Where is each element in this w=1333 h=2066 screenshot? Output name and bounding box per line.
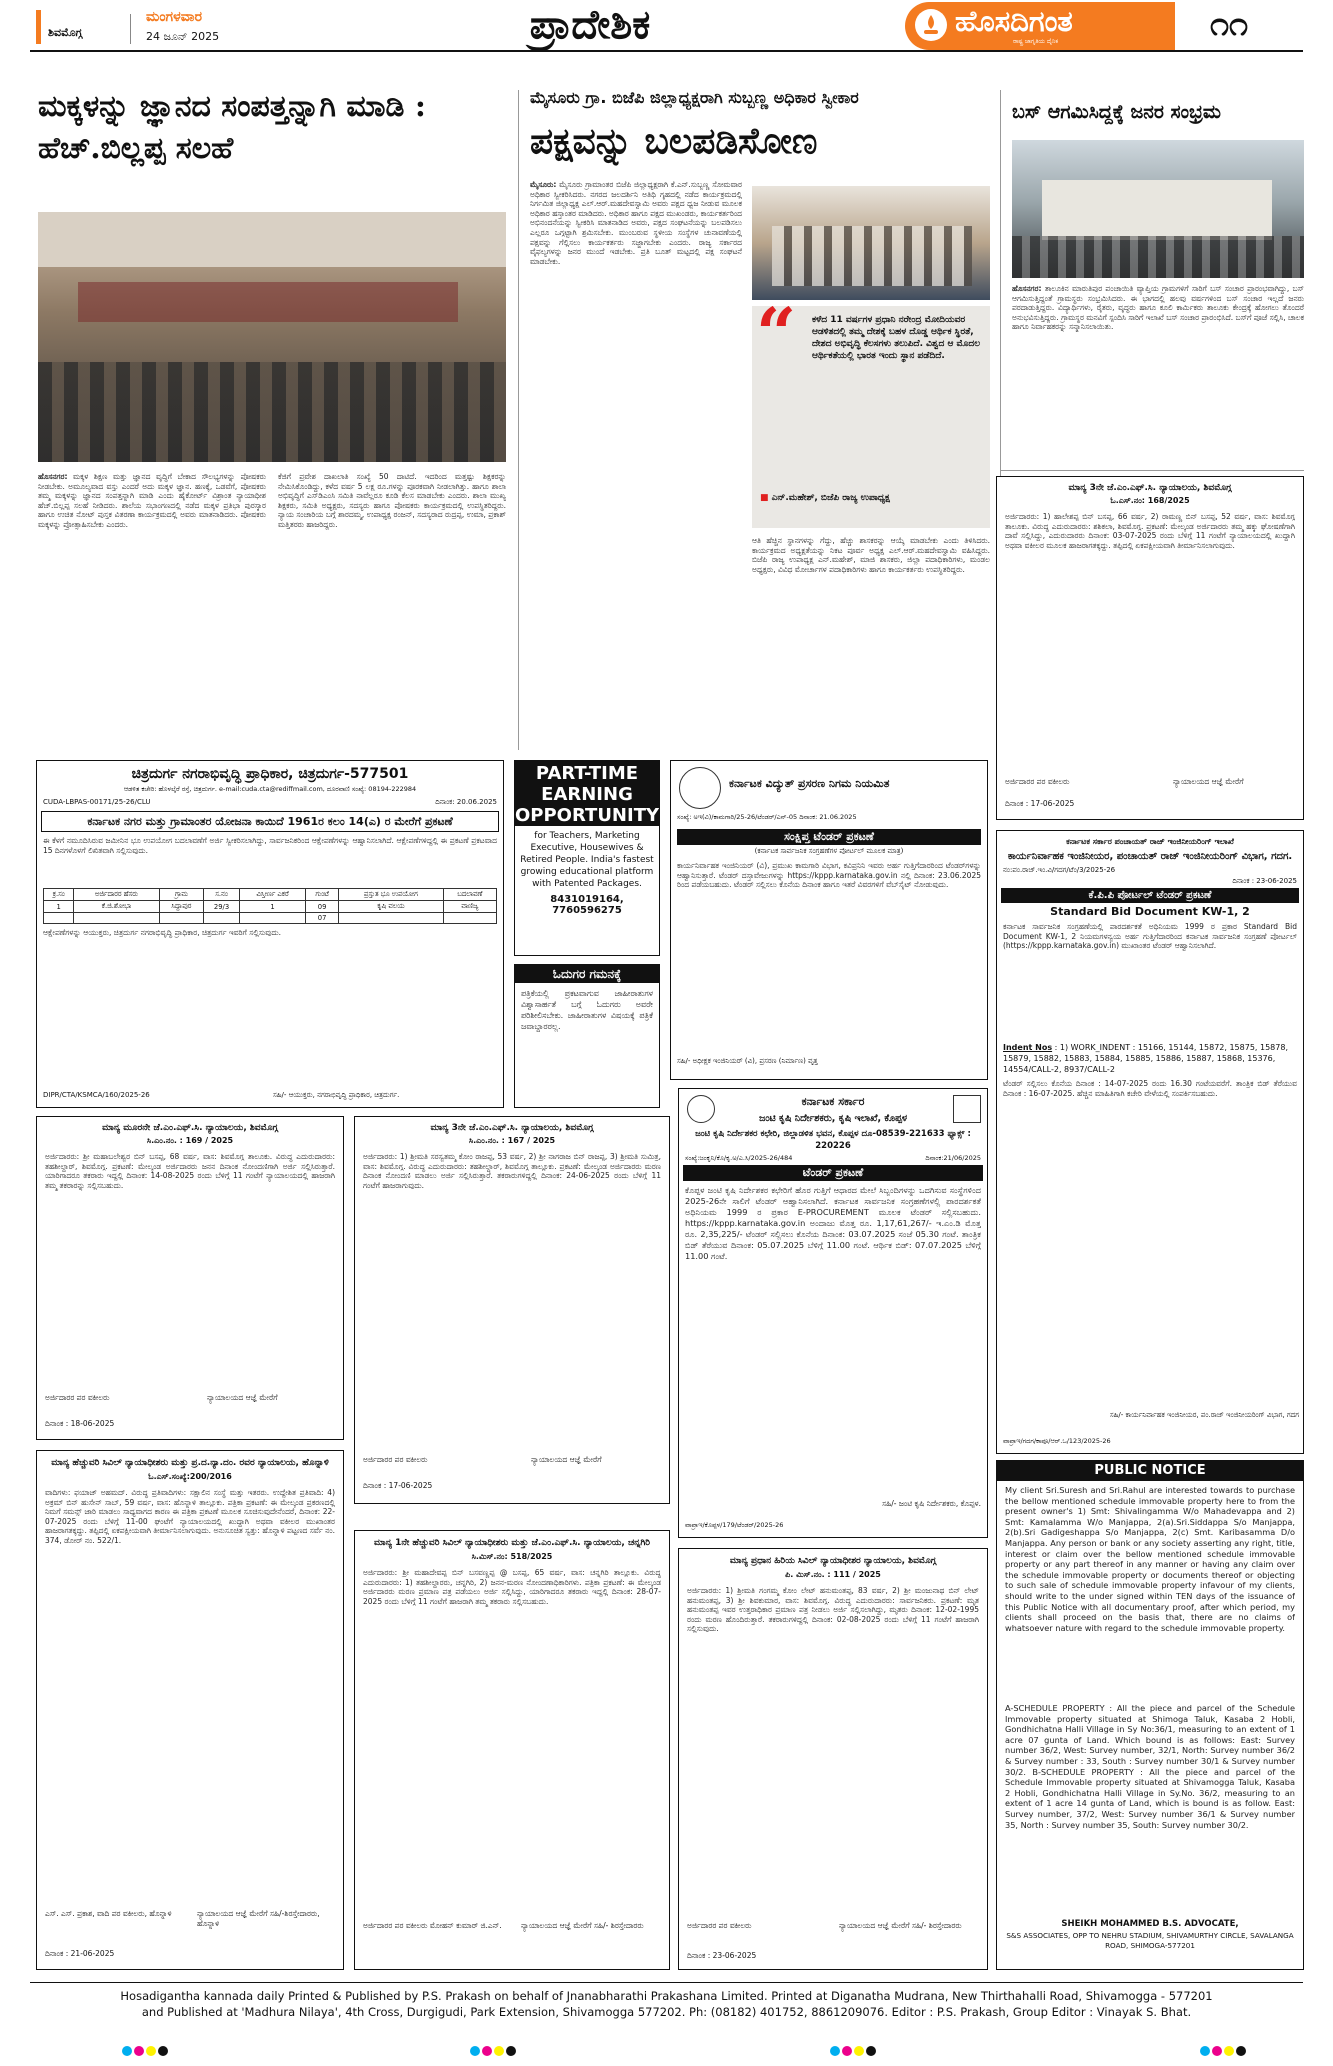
story2-kicker: ಮೈಸೂರು ಗ್ರಾ. ಬಿಜೆಪಿ ಜಿಲ್ಲಾಧ್ಯಕ್ಷರಾಗಿ ಸುಬ್ಬಣ್ಣ ಅಧಿಕಾರ ಸ್ವೀಕಾರ	[530, 88, 859, 107]
imprint: Hosadigantha kannada daily Printed & Published by P.S. Prakash on behalf of Jnanabharathi Prakashana Limited. Printed at Diganatha Mudrana, New Thirthahalli Road, Shivamogga - 577201 and Published at 'Madhura Nilaya', 4th Cross, Durgigudi, Park Extension, Shivamogga 577202. Ph: (08182) 401752, 8861209076. Editor : P.S. Prakash, Group Editor : Vinayak S. Bhat.	[120, 1989, 1213, 2019]
story3-body: ಹೊಸನಗರ: ತಾಲೂಕಿನ ಮಾರುತಿಪುರ ಪಂಚಾಯಿತಿ ವ್ಯಾಪ್ತಿಯ ಗ್ರಾಮಗಳಿಗೆ ಸಾರಿಗೆ ಬಸ್ ಸಂಚಾರ ಪ್ರಾರಂಭವಾಗಿದ್ದು, ಬಸ್ ಆಗಮಿಸುತ್ತಿದ್ದಂತೆ ಗ್ರಾಮಸ್ಥರು ಸಂಭ್ರಮಿಸಿದರು. ಈ ಭಾಗದಲ್ಲಿ ಹಲವು ವರ್ಷಗಳಿಂದ ಬಸ್ ಸಂಚಾರ ಇಲ್ಲದೆ ಜನರು ಪರದಾಡುತ್ತಿದ್ದರು. ವಿದ್ಯಾರ್ಥಿಗಳು, ರೈತರು, ವೃದ್ಧರು ಹಾಗೂ ಕೂಲಿ ಕಾರ್ಮಿಕರು ತಾಲೂಕು ಕೇಂದ್ರಕ್ಕೆ ಹೋಗಲು ತೊಂದರೆ ಅನುಭವಿಸುತ್ತಿದ್ದರು. ಗ್ರಾಮಸ್ಥರ ಮನವಿಗೆ ಸ್ಪಂದಿಸಿ ಸಾರಿಗೆ ಇಲಾಖೆ ಬಸ್ ಸಂಚಾರ ಪ್ರಾರಂಭಿಸಿದೆ. ಬಸ್‌ಗೆ ಪೂಜೆ ಸಲ್ಲಿಸಿ, ಚಾಲಕ ಹಾಗೂ ನಿರ್ವಾಹಕರನ್ನು ಸನ್ಮಾನಿಸಲಾಯಿತು.	[1012, 284, 1304, 332]
story2-quote-author: ■ ಎನ್.ಮಹೇಶ್, ಬಿಜೆಪಿ ರಾಜ್ಯ ಉಪಾಧ್ಯಕ್ಷ	[760, 493, 890, 503]
story1-col2: ಕೆಜಿಗೆ ಪ್ರವೇಶ ದಾಖಲಾತಿ ಸಂಖ್ಯೆ 50 ದಾಟಿದೆ. ಇದರಿಂದ ಮತ್ತಷ್ಟು ಶಿಕ್ಷಕರನ್ನು ನೇಮಿಸಿಕೊಂಡಿದ್ದು, ಕಳೆದ ವರ್ಷ 5 ಲಕ್ಷ ರೂ.ಗಳನ್ನು ಪೂರಕವಾಗಿ ನೀಡಲಾಗಿತ್ತು. ಹಾಗೂ ಶಾಲಾ ಅಭಿವೃದ್ಧಿಗೆ ಎಸ್‌ಡಿಎಂಸಿ ಸಮಿತಿ ನಾವೆಲ್ಲರೂ ಕೂಡಿ ಕೆಲಸ ಮಾಡಬೇಕು ಎಂದರು. ಶಾಲಾ ಮುಖ್ಯ ಶಿಕ್ಷಕರು, ಸಮಿತಿ ಅಧ್ಯಕ್ಷರು, ಸದಸ್ಯರು ಹಾಗೂ ಪೋಷಕರು ಕಾರ್ಯಕ್ರಮದಲ್ಲಿ ಉಪಸ್ಥಿತರಿದ್ದರು. ನ್ಯಾಯ ಸಂಚಾರಿಯ ಬಗ್ಗೆ ಶಾರದಮ್ಮ, ಉಪಾಧ್ಯಕ್ಷ ರಂಜನ್, ಸದಸ್ಯರಾದ ರುದ್ರಪ್ಪ, ಉಮಾ, ಪ್ರಕಾಶ್ ಮತ್ತಿತರರು ಹಾಜರಿದ್ದರು.	[278, 472, 506, 529]
cuda-table: ಕ್ರ.ಸಂ ಅರ್ಜಿದಾರರ ಹೆಸರು ಗ್ರಾಮ ಸ.ನಂ ವಿಸ್ತೀರ್ಣ ಎಕರೆ ಗುಂಟೆ ಪ್ರಸ್ತುತ ಭೂ ಉಪಯೋಗ ಬದಲಾವಣೆ 1 ಕೆ.ಜಿ.ಶೋಭಾ ಸಿದ್ದಾಪುರ 29/3 1 09 ಕೃಷಿ ವಲಯ ವಾಣಿಜ್ಯ 07	[43, 888, 497, 924]
accent-bar	[36, 10, 41, 44]
story1-photo	[38, 212, 506, 462]
story2-col2: ಆತಿ ಹೆಚ್ಚಿನ ಸ್ಥಾನಗಳನ್ನು ಗೆದ್ದು, ಹೆಚ್ಚು ಶಾಸಕರನ್ನು ಆಯ್ಕೆ ಮಾಡಬೇಕು ಎಂದು ತಿಳಿಸಿದರು. ಕಾರ್ಯಕ್ರಮದ ಅಧ್ಯಕ್ಷತೆಯನ್ನು ನಿಕಟ ಪೂರ್ವ ಅಧ್ಯಕ್ಷ ಎಲ್.ಆರ್.ಮಹದೇವಸ್ವಾಮಿ ವಹಿಸಿದ್ದರು. ಬಿಜೆಪಿ ರಾಜ್ಯ ಉಪಾಧ್ಯಕ್ಷ ಎನ್.ಮಹೇಶ್, ಮಾಜಿ ಶಾಸಕರು, ಜಿಲ್ಲಾ ಪದಾಧಿಕಾರಿಗಳು, ಮಂಡಲ ಅಧ್ಯಕ್ಷರು, ವಿವಿಧ ಮೋರ್ಚಾಗಳ ಪದಾಧಿಕಾರಿಗಳು ಹಾಗೂ ಕಾರ್ಯಕರ್ತರು ಉಪಸ್ಥಿತರಿದ್ದರು.	[752, 536, 990, 574]
kptcl-notice: ಕರ್ನಾಟಕ ವಿದ್ಯುತ್ ಪ್ರಸರಣ ನಿಗಮ ನಿಯಮಿತ ಸಂಖ್ಯೆ: ಅಇ(ವಿ)/ಕಾಮಗಾರಿ/25-26/ಟೆಂಡರ್/ಎನ್-05 ದಿನಾಂಕ: 21.06.2025 ಸಂಕ್ಷಿಪ್ತ ಟೆಂಡರ್ ಪ್ರಕಟಣೆ (ಕರ್ನಾಟಕ ಸಾರ್ವಜನಿಕ ಸಂಗ್ರಹಣೆಗಳ ಪೋರ್ಟಲ್ ಮೂಲಕ ಮಾತ್ರ) ಕಾರ್ಯನಿರ್ವಾಹಕ ಇಂಜಿನಿಯರ್ (ವಿ), ಪ್ರಮುಖ ಕಾಮಗಾರಿ ವಿಭಾಗ, ಕವಿಪ್ರನಿನಿ ಇವರು ಅರ್ಹ ಗುತ್ತಿಗೆದಾರರಿಂದ ಟೆಂಡರ್‌ಗಳನ್ನು ಆಹ್ವಾನಿಸುತ್ತಾರೆ. ಟೆಂಡರ್ ದಸ್ತಾವೇಜುಗಳನ್ನು https://kppp.karnataka.gov.in ನಲ್ಲಿ ದಿನಾಂಕ: 23.06.2025 ರಿಂದ ಪಡೆಯಬಹುದು. ಟೆಂಡರ್ ಸಲ್ಲಿಸಲು ಕೊನೆಯ ದಿನಾಂಕ ಹಾಗೂ ಇತರೆ ವಿವರಗಳಿಗೆ ವೆಬ್‌ಸೈಟ್ ನೋಡುವುದು. ಸಹಿ/- ಅಧೀಕ್ಷಕ ಇಂಜಿನಿಯರ್ (ವಿ), ಪ್ರಸರಣ (ನಿರ್ಮಾಣ) ವೃತ್ತ	[670, 760, 988, 1080]
parttime-ad: PART-TIME EARNING OPPORTUNITY for Teachers, Marketing Executive, Housewives & Retired People. India's fastest growing educational platform with Patented Packages. 8431019164, 7760596275	[514, 760, 660, 956]
story3-photo	[1012, 140, 1304, 278]
page-number: ೧೧	[1210, 4, 1249, 44]
day-label: ಮಂಗಳವಾರ	[146, 9, 203, 25]
agri-tender: ಕರ್ನಾಟಕ ಸರ್ಕಾರ ಜಂಟಿ ಕೃಷಿ ನಿರ್ದೇಶಕರು, ಕೃಷಿ ಇಲಾಖೆ, ಕೊಪ್ಪಳ ಜಂಟಿ ಕೃಷಿ ನಿರ್ದೇಶಕರ ಕಛೇರಿ, ಜಿಲ್ಲಾಡಳಿತ ಭವನ, ಕೊಪ್ಪಳ ದೂ-08539-221633 ಫ್ಯಾಕ್ಸ್ : 220226 ಸಂಖ್ಯೆ:ಜಂಕೃನಿ/ಕೊ/ಕೃ.ಅ/ಎ.ಸಿ/2025-26/484 ದಿನಾಂಕ:21/06/2025 ಟೆಂಡರ್ ಪ್ರಕಟಣೆ ಕೊಪ್ಪಳ ಜಂಟಿ ಕೃಷಿ ನಿರ್ದೇಶಕರ ಕಛೇರಿಗೆ ಹೊರ ಗುತ್ತಿಗೆ ಆಧಾರದ ಮೇಲೆ ಸಿಬ್ಬಂದಿಗಳನ್ನು ಒದಗಿಸುವ ಸಂಸ್ಥೆಗಳಿಂದ 2025-26ನೇ ಸಾಲಿಗೆ ಟೆಂಡರ್ ಆಹ್ವಾನಿಸಲಾಗಿದೆ. ಕರ್ನಾಟಕ ಸಾರ್ವಜನಿಕ ಸಂಗ್ರಹಣೆಗಳಲ್ಲಿ ಪಾರದರ್ಶಕತೆ ಅಧಿನಿಯಮ 1999 ರ ಪ್ರಕಾರ E-PROCUREMENT ಮೂಲಕ ಟೆಂಡರ್ ಸಲ್ಲಿಸಬಹುದು. https://kppp.karnataka.gov.in ಅಂದಾಜು ಮೊತ್ತ ರೂ. 1,17,61,267/- ಇ.ಎಂ.ಡಿ ಮೊತ್ತ ರೂ. 2,35,225/- ಟೆಂಡರ್ ಸಲ್ಲಿಸಲು ಕೊನೆಯ ದಿನಾಂಕ: 03.07.2025 ಸಂಜೆ 05.30 ಗಂಟೆ. ತಾಂತ್ರಿಕ ಬಿಡ್ ತೆರೆಯುವ ದಿನಾಂಕ: 05.07.2025 ಬೆಳಿಗ್ಗೆ 11.00 ಗಂಟೆ. ಆರ್ಥಿಕ ಬಿಡ್: 07.07.2025 ಬೆಳಿಗ್ಗೆ 11.00 ಗಂಟೆ. ಸಹಿ/- ಜಂಟಿ ಕೃಷಿ ನಿರ್ದೇಶಕರು, ಕೊಪ್ಪಳ. ವಾಪ್ರಾಇ/ಕೊಪ್ಪಳ/179/ಟೆಂಡರ್/2025-26	[678, 1088, 988, 1538]
public-notice: PUBLIC NOTICE My client Sri.Suresh and Sri.Rahul are interested towards to purchase the bellow mentioned schedule immovable property here to from the present owner's 1) Smt: Shivalingamma W/o Mahadevappa and 2) Smt: Kamalamma W/o Manjappa, 2(a).Sri.Siddappa S/o Manjappa, 2(b).Sri Gadigeshappa S/o Manjappa, 2(c) Smt. Karibasamma D/o Manjappa. Any person or bank or any society asserting any right, title, interest or claim over the bellow mentioned schedule immovable property or any part thereof in any manner or having any claim over the schedule immovable property or documents thereof or objecting to such sale of schedule immovable property infavour of my clients, should write to the under signed within TEN days of the issuance of this Public Notice with all documentary proof, after which period, my clients shall proceed on the basis that, there are no claims of whatsoever nature with regard to the schedule immovable property. A-SCHEDULE PROPERTY : All the piece and parcel of the Schedule Immovable property situated at Shimoga Taluk, Kasaba 2 Hobli, Gondhichatna Halli Village in Sy No:36/1, measuring to an extent of 1 acre 07 gunta of Land. Which bound is as follows: East: Survey number 36/2, West: Survey number, 32/1, North: Survey number 36/2 & Survey number : 33, South : Survey number 30/1 & Survey number 30/2. B-SCHEDULE PROPERTY : All the piece and parcel of the Schedule Immovable property situated at Shivamogga Taluk, Kasaba 2 Hobli, Gondhichatna Halli Village in Sy.No. 36/2, measuring to an extent of 1 acre 14 gunta of Land, which is bound is as follow. East: Survey number, 37/2, West: Survey number 36/1 & Survey number 35, North : Survey number 35, South: Survey number 30/2. SHEIKH MOHAMMED B.S. ADVOCATE, S&S ASSOCIATES, OPP TO NEHRU STADIUM, SHIVAMURTHY CIRCLE, SAVALANGA ROAD, SHIMOGA-577201	[996, 1460, 1304, 1970]
court-notice-168: ಮಾನ್ಯ 3ನೇ ಜೆ.ಎಂ.ಎಫ್.ಸಿ. ನ್ಯಾಯಾಲಯ, ಶಿವಮೊಗ್ಗ ಓ.ಎಸ್.ನಂ: 168/2025 ಅರ್ಜಿದಾರರು: 1) ಹಾಲೇಶಪ್ಪ ಬಿನ್ ಬಸಪ್ಪ, 66 ವರ್ಷ, 2) ರಾಮಣ್ಣ ಬಿನ್ ಬಸಪ್ಪ, 52 ವರ್ಷ, ವಾಸ: ಶಿವಮೊಗ್ಗ ತಾಲೂಕು. ವಿರುದ್ಧ ಎದುರುದಾರರು: ಶಶಿಕಲಾ, ಶಿವಮೊಗ್ಗ. ಪ್ರಕಟಣೆ: ಮೇಲ್ಕಂಡ ಅರ್ಜಿದಾರರು ತಮ್ಮ ಹಕ್ಕು ಘೋಷಣೆಗಾಗಿ ದಾವೆ ಸಲ್ಲಿಸಿದ್ದು, ಎದುರುದಾರರು ದಿನಾಂಕ: 03-07-2025 ರಂದು ಬೆಳಿಗ್ಗೆ 11 ಗಂಟೆಗೆ ನ್ಯಾಯಾಲಯದಲ್ಲಿ ಖುದ್ದಾಗಿ ಅಥವಾ ವಕೀಲರ ಮೂಲಕ ಹಾಜರಾಗತಕ್ಕದ್ದು. ತಪ್ಪಿದಲ್ಲಿ ಏಕಪಕ್ಷೀಯವಾಗಿ ತೀರ್ಮಾನಿಸಲಾಗುವುದು. ಅರ್ಜಿದಾರರ ಪರ ವಕೀಲರು ನ್ಯಾಯಾಲಯದ ಆಜ್ಞೆ ಮೇರೆಗೆ ದಿನಾಂಕ : 17-06-2025	[996, 476, 1304, 820]
district-label: ಶಿವಮೊಗ್ಗ	[48, 26, 83, 39]
pwd-tender: ಕರ್ನಾಟಕ ಸರ್ಕಾರ ಪಂಚಾಯತ್ ರಾಜ್ ಇಂಜಿನೀಯರಿಂಗ್ ಇಲಾಖೆ ಕಾರ್ಯನಿರ್ವಾಹಕ ಇಂಜಿನೀಯರ, ಪಂಚಾಯತ್ ರಾಜ್ ಇಂಜಿನೀಯರಿಂಗ್ ವಿಭಾಗ, ಗದಗ. ನಂ:ಪಂ.ರಾಜ್.ಇಂ.ವಿ/ಗದಗ/ಟೆಂ/3/2025-26 ದಿನಾಂಕ : 23-06-2025 ಕೆ.ಪಿ.ಪಿ ಪೋರ್ಟಲ್ ಟೆಂಡರ್ ಪ್ರಕಟಣೆ Standard Bid Document KW-1, 2 ಕರ್ನಾಟಕ ಸಾರ್ವಜನಿಕ ಸಂಗ್ರಹಣೆಯಲ್ಲಿ ಪಾರದರ್ಶಕತೆ ಅಧಿನಿಯಮ 1999 ರ ಪ್ರಕಾರ Standard Bid Document KW-1, 2 ನಿಯಮಗಳನ್ವಯ ಅರ್ಹ ಗುತ್ತಿಗೆದಾರರಿಂದ ಕರ್ನಾಟಕ ಸಾರ್ವಜನಿಕ ಸಂಗ್ರಹಣೆ ಪೋರ್ಟಲ್ (https://kppp.karnataka.gov.in) ಮುಖಾಂತರ ಟೆಂಡರ್ ಆಹ್ವಾನಿಸಲಾಗಿದೆ. Indent Nos : 1) WORK_INDENT : 15166, 15144, 15872, 15875, 15878, 15879, 15882, 15883, 15884, 15885, 15886, 15887, 15868, 15376, 14554/CALL-2, 8937/CALL-2 ಟೆಂಡರ್ ಸಲ್ಲಿಸಲು ಕೊನೆಯ ದಿನಾಂಕ : 14-07-2025 ರಂದು 16.30 ಗಂಟೆಯವರೆಗೆ. ತಾಂತ್ರಿಕ ಬಿಡ್ ತೆರೆಯುವ ದಿನಾಂಕ : 16-07-2025. ಹೆಚ್ಚಿನ ಮಾಹಿತಿಗಾಗಿ ಕಚೇರಿ ವೇಳೆಯಲ್ಲಿ ಸಂಪರ್ಕಿಸಬಹುದು. ಸಹಿ/- ಕಾರ್ಯನಿರ್ವಾಹಕ ಇಂಜಿನೀಯರ, ಪಂ.ರಾಜ್ ಇಂಜಿನೀಯರಿಂಗ್ ವಿಭಾಗ, ಗದಗ ವಾಪ್ರಾಇ/ಗದಗ/ಕಾಪೂ/ಆರ್.ಒ/123/2025-26	[996, 830, 1304, 1454]
date-label: 24 ಜೂನ್ 2025	[146, 30, 220, 43]
readers-note: ಓದುಗರ ಗಮನಕ್ಕೆ ಪತ್ರಿಕೆಯಲ್ಲಿ ಪ್ರಕಟವಾಗುವ ಜಾಹೀರಾತುಗಳ ವಿಶ್ವಾಸಾರ್ಹತೆ ಬಗ್ಗೆ ಓದುಗರು ಅವರೇ ಪರಿಶೀಲಿಸಬೇಕು. ಜಾಹೀರಾತುಗಳ ವಿಷಯಕ್ಕೆ ಪತ್ರಿಕೆ ಜವಾಬ್ದಾರರಲ್ಲ.	[514, 964, 660, 1108]
court-notice-167: ಮಾನ್ಯ 3ನೇ ಜೆ.ಎಂ.ಎಫ್.ಸಿ. ನ್ಯಾಯಾಲಯ, ಶಿವಮೊಗ್ಗ ಸಿ.ಎಂ.ನಂ. : 167 / 2025 ಅರ್ಜಿದಾರರು: 1) ಶ್ರೀಮತಿ ಸರಸ್ವತಮ್ಮ ಕೋಂ ರಾಜಪ್ಪ, 53 ವರ್ಷ, 2) ಶ್ರೀ ನಾಗರಾಜ ಬಿನ್ ರಾಜಪ್ಪ, 3) ಶ್ರೀಮತಿ ಸುಮಿತ್ರ, ವಾಸ: ಶಿವಮೊಗ್ಗ. ವಿರುದ್ಧ ಎದುರುದಾರರು: ತಹಶೀಲ್ದಾರ್, ಶಿವಮೊಗ್ಗ ತಾಲ್ಲೂಕು. ಪ್ರಕಟಣೆ: ಮೇಲ್ಕಂಡ ಅರ್ಜಿದಾರರು ಮರಣ ದಿನಾಂಕ ನೋಂದಣಿ ಮಾಡಲು ಅರ್ಜಿ ಸಲ್ಲಿಸಿರುತ್ತಾರೆ. ತಕರಾರುಗಳಿದ್ದಲ್ಲಿ ದಿನಾಂಕ: 24-06-2025 ರಂದು ಬೆಳಿಗ್ಗೆ 11 ಗಂಟೆಗೆ ಹಾಜರಾಗುವುದು. ಅರ್ಜಿದಾರರ ಪರ ವಕೀಲರು ನ್ಯಾಯಾಲಯದ ಆಜ್ಞೆ ಮೇರೆಗೆ ದಿನಾಂಕ : 17-06-2025	[354, 1116, 670, 1504]
story1-col1: ಹೊಸನಗರ: ಮಕ್ಕಳ ಶಿಕ್ಷಣ ಮತ್ತು ಜ್ಞಾನದ ವೃದ್ಧಿಗೆ ಬೇಕಾದ ಸೌಲಭ್ಯಗಳನ್ನು ಪೋಷಕರು ನೀಡಬೇಕು. ಅಮೂಲ್ಯವಾದ ವಸ್ತು ಎಂದರೆ ಅದು ಮಕ್ಕಳ ಜ್ಞಾನ. ಹಣಕ್ಕೆ, ಒಡವೆಗೆ, ಪೋಷಕರು ತಮ್ಮ ಮಕ್ಕಳನ್ನು ಜ್ಞಾನದ ಸಂಪತ್ತನ್ನಾಗಿ ಮಾಡಿ ಎಂದು ಹೈಕೋರ್ಟ್ ವಿಶ್ರಾಂತ ನ್ಯಾಯಾಧೀಶ ಹೆಚ್.ಬಿಲ್ಲಪ್ಪ ಸಲಹೆ ನೀಡಿದರು. ಶಾಲೆಯ ಸಭಾಂಗಣದಲ್ಲಿ ನಡೆದ ಮಕ್ಕಳ ಪ್ರತಿಭಾ ಪುರಸ್ಕಾರ ಹಾಗೂ ಉಚಿತ ನೋಟ್ ಪುಸ್ತಕ ವಿತರಣಾ ಕಾರ್ಯಕ್ರಮದಲ್ಲಿ ಅವರು ಮಾತನಾಡಿದರು. ಪೋಷಕರು ಮಕ್ಕಳನ್ನು ಪ್ರೋತ್ಸಾಹಿಸಬೇಕು ಎಂದರು.	[38, 472, 266, 529]
kptcl-logo-icon	[679, 767, 721, 809]
brand-name: ಹೊಸದಿಗಂತ	[955, 4, 1073, 38]
section-title: ಪ್ರಾದೇಶಿಕ	[529, 1, 651, 48]
story1-headline: ಮಕ್ಕಳನ್ನು ಜ್ಞಾನದ ಸಂಪತ್ತನ್ನಾಗಿ ಮಾಡಿ : ಹೆಚ್.ಬಿಲ್ಲಪ್ಪ ಸಲಹೆ	[38, 89, 426, 166]
masthead	[0, 0, 1333, 52]
shimoga-civil-court-notice: ಮಾನ್ಯ ಪ್ರಧಾನ ಹಿರಿಯ ಸಿವಿಲ್ ನ್ಯಾಯಾಧೀಶರ ನ್ಯಾಯಾಲಯ, ಶಿವಮೊಗ್ಗ ಪಿ. ಮಿಸ್.ನಂ. : 111 / 2025 ಅರ್ಜಿದಾರರು: 1) ಶ್ರೀಮತಿ ಗಂಗಮ್ಮ ಕೋಂ ಲೇಟ್ ಹನುಮಂತಪ್ಪ, 83 ವರ್ಷ, 2) ಶ್ರೀ ಮಂಜುನಾಥ ಬಿನ್ ಲೇಟ್ ಹನುಮಂತಪ್ಪ, 3) ಶ್ರೀ ಶಿವಕುಮಾರ, ವಾಸ: ಶಿವಮೊಗ್ಗ. ವಿರುದ್ಧ ಎದುರುದಾರರು: ಸಾರ್ವಜನಿಕರು. ಪ್ರಕಟಣೆ: ಮೃತ ಹನುಮಂತಪ್ಪ ಇವರ ಉತ್ತರಾಧಿಕಾರ ಪ್ರಮಾಣ ಪತ್ರ ನೀಡಲು ಅರ್ಜಿ ಸಲ್ಲಿಸಲಾಗಿದ್ದು, ಮೃತರು ದಿನಾಂಕ: 12-02-1995 ರಂದು ಮರಣ ಹೊಂದಿರುತ್ತಾರೆ. ತಕರಾರುಗಳಿದ್ದಲ್ಲಿ ದಿನಾಂಕ: 02-08-2025 ರಂದು ಬೆಳಿಗ್ಗೆ 11 ಗಂಟೆಗೆ ಹಾಜರಾಗಿ ಸಲ್ಲಿಸುವುದು. ಅರ್ಜಿದಾರರ ಪರ ವಕೀಲರು ನ್ಯಾಯಾಲಯದ ಆಜ್ಞೆ ಮೇರೆಗೆ ಸಹಿ/- ಶಿರಸ್ತೇದಾರರು ದಿನಾಂಕ : 23-06-2025	[678, 1548, 988, 1970]
govt-emblem-icon	[687, 1095, 715, 1123]
story2-quote: ಕಳೆದ 11 ವರ್ಷಗಳ ಪ್ರಧಾನಿ ನರೇಂದ್ರ ಮೋದಿಯವರ ಆಡಳಿತದಲ್ಲಿ ತಮ್ಮ ದೇಶಕ್ಕೆ ಬಹಳ ದೊಡ್ಡ ಆರ್ಥಿಕ ಸ್ಥಿರತೆ, ದೇಶದ ಅಭಿವೃದ್ಧಿ ಕೆಲಸಗಳು ತಲುಪಿದೆ. ವಿಶ್ವದ ಆ ಮೊದಲ ಆರ್ಥಿಕತೆಯಲ್ಲಿ ಭಾರತ ಇಂದು ಸ್ಥಾನ ಪಡೆದಿದೆ.	[812, 315, 981, 361]
story2-quote-box	[752, 306, 990, 528]
indent-list: Indent Nos : 1) WORK_INDENT : 15166, 15144, 15872, 15875, 15878, 15879, 15882, 15883, 15884, 15885, 15886, 15887, 15868, 15376, 14554/CALL-2, 8937/CALL-2	[1003, 1043, 1288, 1074]
story2-headline: ಪಕ್ಷವನ್ನು ಬಲಪಡಿಸೋಣ	[530, 120, 818, 162]
story2-col1: ಮೈಸೂರು: ಮೈಸೂರು ಗ್ರಾಮಾಂತರ ಬಿಜೆಪಿ ಜಿಲ್ಲಾಧ್ಯಕ್ಷರಾಗಿ ಕೆ.ಎನ್.ಸುಬ್ಬಣ್ಣ ಸೋಮವಾರ ಅಧಿಕಾರ ಸ್ವೀಕರಿಸಿದರು. ನಗರದ ಜಲದರ್ಶಿನಿ ಅತಿಥಿ ಗೃಹದಲ್ಲಿ ನಡೆದ ಕಾರ್ಯಕ್ರಮದಲ್ಲಿ ನಿರ್ಗಮಿತ ಜಿಲ್ಲಾಧ್ಯಕ್ಷ ಎಲ್.ಆರ್.ಮಹದೇವಸ್ವಾಮಿ ಅವರು ಪಕ್ಷದ ಧ್ವಜ ನೀಡುವ ಮೂಲಕ ಅಧಿಕಾರ ಹಸ್ತಾಂತರ ಮಾಡಿದರು. ಅಧಿಕಾರ ಹಾಗೂ ಪಕ್ಷದ ಮುಖಂಡರು, ಕಾರ್ಯಕರ್ತರಿಂದ ಅಭಿನಂದನೆಯನ್ನು ಸ್ವೀಕರಿಸಿ ಮಾತನಾಡಿದ ಅವರು, ಪಕ್ಷದ ಸಂಘಟನೆಯನ್ನು ಬಲಪಡಿಸಲು ಎಲ್ಲರೂ ಒಗ್ಗಟ್ಟಾಗಿ ಶ್ರಮಿಸಬೇಕು. ಮುಂಬರುವ ಸ್ಥಳೀಯ ಸಂಸ್ಥೆಗಳ ಚುನಾವಣೆಯಲ್ಲಿ ಪಕ್ಷವನ್ನು ಗೆಲ್ಲಿಸಲು ಕಾರ್ಯಕರ್ತರು ಸಜ್ಜಾಗಬೇಕು ಎಂದರು. ರಾಜ್ಯ ಸರ್ಕಾರದ ವೈಫಲ್ಯಗಳನ್ನು ಜನರ ಮುಂದೆ ಇಡಬೇಕು. ಪ್ರತಿ ಬೂತ್ ಮಟ್ಟದಲ್ಲಿ ಪಕ್ಷ ಸಂಘಟನೆ ಮಾಡಬೇಕು.	[530, 180, 742, 266]
cuda-notice: ಚಿತ್ರದುರ್ಗ ನಗರಾಭಿವೃದ್ಧಿ ಪ್ರಾಧಿಕಾರ, ಚಿತ್ರದುರ್ಗ-577501 ಆಡಳಿತ ಕಚೇರಿ: ಹೊಳಲ್ಕೆರೆ ರಸ್ತೆ, ಚಿತ್ರದುರ್ಗ. e-mail:cuda.cta@rediffmail.com, ದೂರವಾಣಿ ಸಂಖ್ಯೆ: 08194-222984 CUDA-LBPAS-00171/25-26/CLU ದಿನಾಂಕ: 20.06.2025 ಕರ್ನಾಟಕ ನಗರ ಮತ್ತು ಗ್ರಾಮಾಂತರ ಯೋಜನಾ ಕಾಯಿದೆ 1961ರ ಕಲಂ 14(ಎ) ರ ಮೇರೆಗೆ ಪ್ರಕಟಣೆ ಈ ಕೆಳಗೆ ನಮೂದಿಸಿರುವ ಜಮೀನಿನ ಭೂ ಉಪಯೋಗ ಬದಲಾವಣೆಗೆ ಅರ್ಜಿ ಸ್ವೀಕರಿಸಲಾಗಿದ್ದು, ಸಾರ್ವಜನಿಕರಿಂದ ಆಕ್ಷೇಪಣೆಗಳನ್ನು ಆಹ್ವಾನಿಸಲಾಗಿದೆ. ಆಕ್ಷೇಪಣೆಗಳಿದ್ದಲ್ಲಿ ಈ ಪ್ರಕಟಣೆ ಪ್ರಕಟವಾದ 15 ದಿನಗಳೊಳಗೆ ಲಿಖಿತವಾಗಿ ಸಲ್ಲಿಸುವುದು. ಕ್ರ.ಸಂ ಅರ್ಜಿದಾರರ ಹೆಸರು ಗ್ರಾಮ ಸ.ನಂ ವಿಸ್ತೀರ್ಣ ಎಕರೆ ಗುಂಟೆ ಪ್ರಸ್ತುತ ಭೂ ಉಪಯೋಗ ಬದಲಾವಣೆ 1 ಕೆ.ಜಿ.ಶೋಭಾ ಸಿದ್ದಾಪುರ 29/3 1 09 ಕೃಷಿ ವಲಯ ವಾಣಿಜ್ಯ 07 ಆಕ್ಷೇಪಣೆಗಳನ್ನು ಆಯುಕ್ತರು, ಚಿತ್ರದುರ್ಗ ನಗರಾಭಿವೃದ್ಧಿ ಪ್ರಾಧಿಕಾರ, ಚಿತ್ರದುರ್ಗ ಇವರಿಗೆ ಸಲ್ಲಿಸುವುದು. DIPR/CTA/KSMCA/160/2025-26 ಸಹಿ/- ಆಯುಕ್ತರು, ನಗರಾಭಿವೃದ್ಧಿ ಪ್ರಾಧಿಕಾರ, ಚಿತ್ರದುರ್ಗ.	[36, 760, 504, 1108]
brand-logo	[905, 2, 1175, 50]
story2-photo	[752, 186, 990, 300]
channagiri-court-notice: ಮಾನ್ಯ 1ನೇ ಹೆಚ್ಚುವರಿ ಸಿವಿಲ್ ನ್ಯಾಯಾಧೀಶರು ಮತ್ತು ಜೆ.ಎಂ.ಎಫ್.ಸಿ. ನ್ಯಾಯಾಲಯ, ಚನ್ನಗಿರಿ ಸಿ.ಮಿಸ್.ನಂ: 518/2025 ಅರ್ಜಿದಾರರು: ಶ್ರೀ ಮಹಾದೇವಪ್ಪ ಬಿನ್ ಬಸವಣ್ಣಪ್ಪ @ ಬಸಪ್ಪ, 65 ವರ್ಷ, ವಾಸ: ಚನ್ನಗಿರಿ ತಾಲ್ಲೂಕು. ವಿರುದ್ಧ ಎದುರುದಾರರು: 1) ತಹಶೀಲ್ದಾರರು, ಚನ್ನಗಿರಿ, 2) ಜನನ-ಮರಣ ನೋಂದಣಾಧಿಕಾರಿಗಳು. ಪತ್ರಿಕಾ ಪ್ರಕಟಣೆ: ಈ ಮೇಲ್ಕಂಡ ಅರ್ಜಿದಾರರು ಮರಣ ಪ್ರಮಾಣ ಪತ್ರ ಪಡೆಯಲು ಅರ್ಜಿ ಸಲ್ಲಿಸಿದ್ದು, ಯಾರಿಗಾದರೂ ತಕರಾರು ಇದ್ದಲ್ಲಿ ದಿನಾಂಕ: 28-07-2025 ರಂದು ಬೆಳಿಗ್ಗೆ 11 ಗಂಟೆಗೆ ಹಾಜರಾಗಿ ತಮ್ಮ ತಕರಾರು ಸಲ್ಲಿಸಬಹುದು. ಅರ್ಜಿದಾರರ ಪರ ವಕೀಲರು ಮೋಹನ್ ಕುಮಾರ್ ಜಿ.ಎನ್. ನ್ಯಾಯಾಲಯದ ಆಜ್ಞೆ ಮೇರೆಗೆ ಸಹಿ/- ಶಿರಸ್ತೇದಾರರು	[354, 1530, 670, 1970]
court-notice-169: ಮಾನ್ಯ ಮೂರನೇ ಜೆ.ಎಂ.ಎಫ್.ಸಿ. ನ್ಯಾಯಾಲಯ, ಶಿವಮೊಗ್ಗ ಸಿ.ಎಂ.ನಂ. : 169 / 2025 ಅರ್ಜಿದಾರರು: ಶ್ರೀ ಮಹಾಬಲೇಶ್ವರ ಬಿನ್ ಬಸಪ್ಪ, 68 ವರ್ಷ, ವಾಸ: ಶಿವಮೊಗ್ಗ ತಾಲೂಕು. ವಿರುದ್ಧ ಎದುರುದಾರರು: ತಹಶೀಲ್ದಾರ್, ಶಿವಮೊಗ್ಗ. ಪ್ರಕಟಣೆ: ಮೇಲ್ಕಂಡ ಅರ್ಜಿದಾರರು ಜನನ ದಿನಾಂಕ ನೋಂದಣಿಗಾಗಿ ಅರ್ಜಿ ಸಲ್ಲಿಸಿರುತ್ತಾರೆ. ಯಾರಿಗಾದರೂ ತಕರಾರು ಇದ್ದಲ್ಲಿ ದಿನಾಂಕ: 14-08-2025 ರಂದು ಬೆಳಿಗ್ಗೆ 11 ಗಂಟೆಗೆ ನ್ಯಾಯಾಲಯದಲ್ಲಿ ಹಾಜರಾಗಿ ತಮ್ಮ ತಕರಾರನ್ನು ಸಲ್ಲಿಸಬಹುದು. ಅರ್ಜಿದಾರರ ಪರ ವಕೀಲರು ನ್ಯಾಯಾಲಯದ ಆಜ್ಞೆ ಮೇರೆಗೆ ದಿನಾಂಕ : 18-06-2025	[36, 1116, 344, 1440]
brand-tagline: ರಾಷ್ಟ್ರ ಜಾಗೃತಿಯ ದೈನಿಕ	[1013, 38, 1059, 45]
lamp-icon	[915, 9, 947, 41]
story3-headline: ಬಸ್ ಆಗಮಿಸಿದ್ದಕ್ಕೆ ಜನರ ಸಂಭ್ರಮ	[1012, 101, 1221, 123]
honnali-court-notice: ಮಾನ್ಯ ಹೆಚ್ಚುವರಿ ಸಿವಿಲ್ ನ್ಯಾಯಾಧೀಶರು ಮತ್ತು ಪ್ರ.ದ.ನ್ಯಾ.ದಂ. ರವರ ನ್ಯಾಯಾಲಯ, ಹೊನ್ನಾಳಿ ಓ.ಎಸ್.ಸಂಖ್ಯೆ:200/2016 ವಾದಿಗಳು: ಫಯಾಜ್ ಅಹಮದ್. ವಿರುದ್ಧ ಪ್ರತಿವಾದಿಗಳು: ಸಕ್ಷಾಲಿನ ಸಂಸ್ಥೆ ಮತ್ತು ಇತರರು. ಉದ್ದೇಶಿತ ಪ್ರತಿವಾದಿ: 4) ಅಕ್ರಮ್ ಬಿನ್ ಹುಸೇನ್ ಸಾಬ್, 59 ವರ್ಷ, ವಾಸ: ಹೊನ್ನಾಳಿ ತಾಲ್ಲೂಕು. ಪತ್ರಿಕಾ ಪ್ರಕಟಣೆ: ಈ ಮೇಲ್ಕಂಡ ಪ್ರಕರಣದಲ್ಲಿ ನಿಮಗೆ ಸಮನ್ಸ್ ಜಾರಿ ಮಾಡಲು ಸಾಧ್ಯವಾಗದ ಕಾರಣ ಈ ಪತ್ರಿಕಾ ಪ್ರಕಟಣೆ ಮೂಲಕ ಸೂಚಿಸುವುದೇನೆಂದರೆ, ದಿನಾಂಕ: 22-07-2025 ರಂದು ಬೆಳಿಗ್ಗೆ 11-00 ಘಂಟೆಗೆ ನ್ಯಾಯಾಲಯದಲ್ಲಿ ಖುದ್ದಾಗಿ ಅಥವಾ ವಕೀಲರ ಮುಖಾಂತರ ಹಾಜರಾಗತಕ್ಕದ್ದು. ತಪ್ಪಿದಲ್ಲಿ ಏಕಪಕ್ಷೀಯವಾಗಿ ತೀರ್ಮಾನಿಸಲಾಗುವುದು. ಅನುಸೂಚಿತ ಸ್ವತ್ತು: ಹೊನ್ನಾಳಿ ಪಟ್ಟಣದ ಸರ್ವೆ ನಂ. 374, ಡೋರ್ ನಂ. 522/1. ಎಸ್. ಎಸ್. ಪ್ರಕಾಶ, ವಾದಿ ಪರ ವಕೀಲರು, ಹೊನ್ನಾಳಿ ನ್ಯಾಯಾಲಯದ ಆಜ್ಞೆ ಮೇರೆಗೆ ಸಹಿ/-ಶಿರಸ್ತೇದಾರರು, ಹೊನ್ನಾಳಿ ದಿನಾಂಕ : 21-06-2025	[36, 1450, 344, 1970]
agri-logo-icon	[953, 1095, 981, 1123]
quote-mark-icon: “	[756, 306, 797, 375]
